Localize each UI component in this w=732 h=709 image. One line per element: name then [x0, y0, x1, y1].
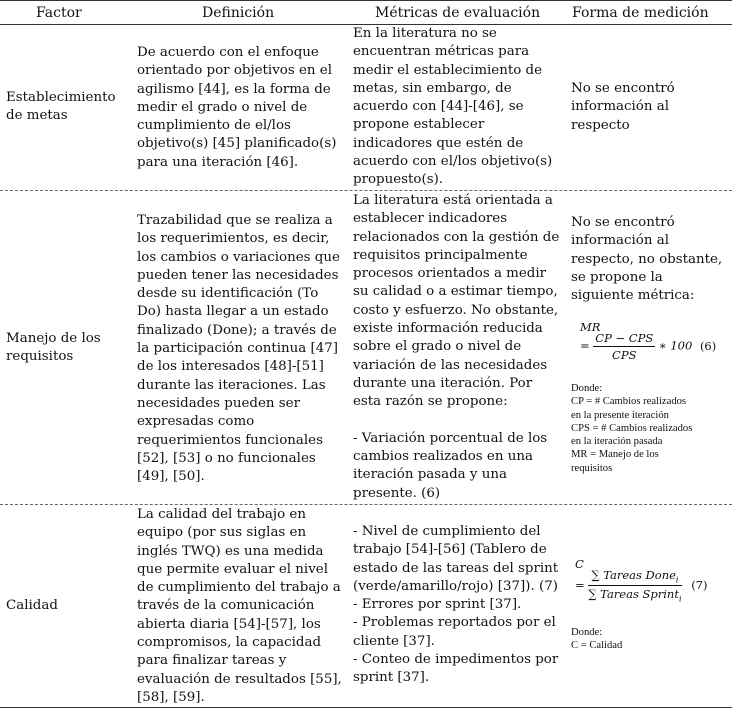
row2-donde: Donde: CP = # Cambios realizados en la presente iteración CPS = # Cambios realizados en la iteración pasada MR = Manejo de los requisitos	[571, 383, 693, 474]
formula7-den-subscript: i	[678, 594, 682, 604]
header-metricas: Métricas de evaluación	[375, 5, 541, 21]
row3-metricas: - Nivel de cumplimiento del trabajo [54]-[56] (Tablero de estado de las tareas del sprint (verde/amarillo/rojo) [37]). (7) - Errores por sprint [37]. - Problemas reportados por el cliente [37]. - Conteo de impedimentos por sprint [37].	[353, 524, 559, 686]
table-bottom-rule	[0, 707, 732, 708]
row1-factor: Establecimiento de metas	[6, 90, 116, 124]
formula7-den-sum: ∑	[588, 587, 597, 602]
formula7-label: (7)	[691, 577, 708, 592]
formula7-num-subscript: i	[675, 575, 679, 585]
row2-metricas: La literatura está orientada a establecer indicadores relacionados con la gestión de requisitos principalmente procesos orientados a medir su calidad o a estimar tiempo, costo y esfuerzo. No obstante, existe información reducida sobre el grado o nivel de variación de las necesidades durante una iteración. Por esta razón se propone: - Variación porcentual de los cambios realizados en una iteración pasada y una presente. (6)	[353, 193, 560, 501]
formula6-multiplier: ∗ 100	[658, 338, 693, 353]
row-divider-2	[0, 504, 732, 505]
formula6-label: (6)	[699, 338, 717, 353]
header-factor: Factor	[36, 5, 82, 21]
header-top-rule	[0, 0, 732, 1]
formula-calidad: C = $\frac{\sum Tareas Done_i}{\sum Tareas Sprint_i}$ (7)	[575, 557, 708, 604]
row1-medicion: No se encontró información al respecto	[571, 81, 675, 133]
formula-manejo-requisitos: MR = $\frac{\text{CP − CPS}}{\text{CPS}}$ ∗ 100 (6)	[580, 320, 717, 362]
row1-definicion: De acuerdo con el enfoque orientado por objetivos en el agilismo [44], es la forma de medir el grado o nivel de cumplimiento de el/los objetivo(s) [45] planificado(s) para una iteración [46].	[137, 45, 337, 170]
header-definicion: Definición	[202, 5, 275, 21]
row-divider-1	[0, 190, 732, 191]
row3-definicion: La calidad del trabajo en equipo (por sus siglas en inglés TWQ) es una medida que permite evaluar el nivel de cumplimiento del trabajo a través de la comunicación abierta diaria [54]-[57], los compromisos, la capacidad para finalizar tareas y evaluación de resultados [55], [58], [59].	[137, 507, 342, 705]
header-medicion: Forma de medición	[572, 5, 709, 21]
formula7-lhs: C	[575, 557, 584, 571]
formula6-numerator: CP − CPS	[595, 331, 654, 345]
formula6-denominator: CPS	[612, 348, 637, 362]
formula7-denominator: Tareas Sprint	[600, 587, 679, 602]
row1-metricas: En la literatura no se encuentran métricas para medir el establecimiento de metas, sin embargo, de acuerdo con [44]-[46], se propone establecer indicadores que estén de acuerdo con el/los objetivo(s) propuesto(s).	[353, 26, 553, 188]
row2-medicion: No se encontró información al respecto, no obstante, se propone la siguiente métrica:	[571, 215, 723, 304]
row3-factor: Calidad	[6, 598, 58, 613]
formula7-num-sum: ∑	[591, 568, 600, 582]
formula7-numerator: Tareas Done	[603, 568, 676, 582]
formula6-lhs: MR	[580, 320, 601, 334]
row2-factor: Manejo de los requisitos	[6, 331, 101, 365]
row2-definicion: Trazabilidad que se realiza a los requerimientos, es decir, los cambios o variaciones que pueden tener las necesidades desde su identificación (To Do) hasta llegar a un estado finalizado (Done); a través de la participación continua [47] de los interesados [48]-[51] durante las iteraciones. Las necesidades pueden ser expresadas como requerimientos funcionales [52], [53] o no funcionales [49], [50].	[137, 213, 340, 485]
row3-donde: Donde: C = Calidad	[571, 627, 623, 652]
